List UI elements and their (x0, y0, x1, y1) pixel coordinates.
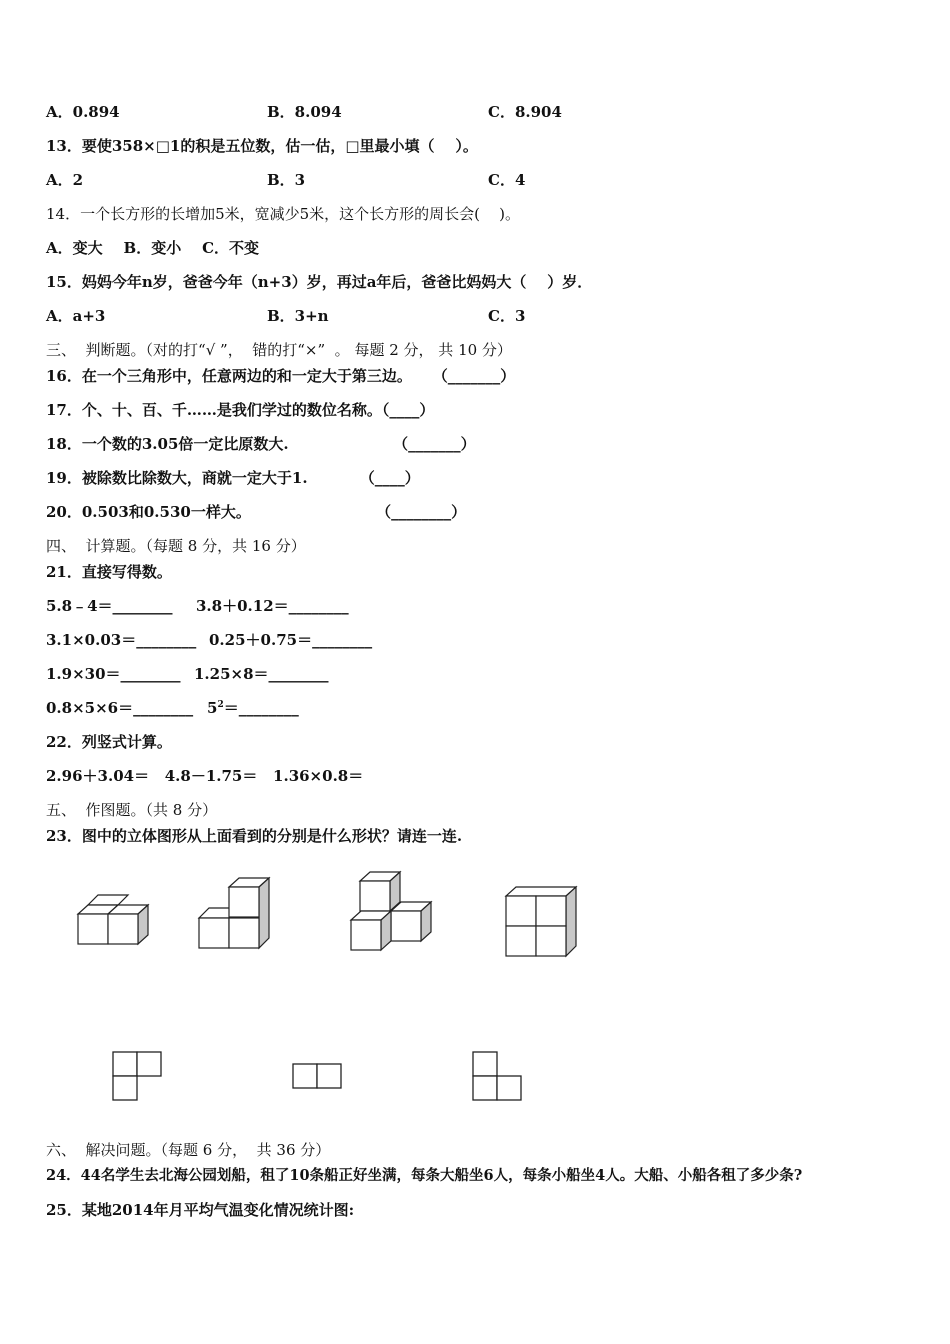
top-view-1 (113, 1052, 161, 1100)
q12-option-b: B．8.094 (267, 103, 342, 121)
calc-2a: 3.1×0.03＝________ (46, 631, 197, 649)
calc-1a: 5.8﹣4＝________ (46, 597, 173, 615)
solid-figure-2 (199, 878, 269, 948)
q25: 25．某地2014年月平均气温变化情况统计图: (46, 1201, 355, 1219)
q19: 19．被除数比除数大，商就一定大于1. （____） (46, 469, 420, 487)
calc-2b: 0.25＋0.75＝________ (209, 631, 373, 649)
q17: 17．个、十、百、千……是我们学过的数位名称。（____） (46, 401, 435, 419)
section4-heading: 四、 计算题。（每题 8 分，共 16 分） (46, 537, 306, 555)
q22-items: 2.96＋3.04＝ 4.8－1.75＝ 1.36×0.8＝ (46, 767, 364, 785)
section3-heading: 三、 判断题。（对的打“√ ”， 错的打“×” 。 每题 2 分， 共 10 分） (46, 341, 512, 359)
q14-question: 14．一个长方形的长增加5米，宽减少5米，这个长方形的周长会( )。 (46, 205, 520, 223)
q18: 18．一个数的3.05倍一定比原数大. （_______） (46, 435, 476, 453)
q16: 16．在一个三角形中，任意两边的和一定大于第三边。 （_______） (46, 367, 516, 385)
q21: 21．直接写得数。 (46, 563, 172, 581)
q13-option-c: C．4 (488, 171, 526, 189)
q13-option-a: A．2 (46, 171, 84, 189)
top-view-3 (473, 1052, 521, 1100)
q12-option-a: A．0.894 (46, 103, 120, 121)
calc-4b-exponent: 2 (217, 700, 224, 710)
q24: 24．44名学生去北海公园划船，租了10条船正好坐满，每条大船坐6人，每条小船坐4人。大船、小船各租了多少条? (46, 1167, 803, 1184)
q20: 20．0.503和0.530一样大。 （________） (46, 503, 467, 521)
solid-figure-4 (506, 887, 576, 956)
solid-figure-3 (351, 872, 431, 950)
q13-option-b: B．3 (267, 171, 306, 189)
q12-option-c: C．8.904 (488, 103, 562, 121)
top-view-2 (293, 1064, 341, 1088)
solid-figure-1 (78, 895, 148, 944)
q15-option-a: A．a+3 (46, 307, 106, 325)
calc-3a: 1.9×30＝________ (46, 665, 181, 683)
calc-4a: 0.8×5×6＝________ (46, 699, 194, 717)
q13-question: 13．要使358×□1的积是五位数，估一估，□里最小填（ ）。 (46, 137, 478, 155)
q15-option-b: B．3+n (267, 307, 329, 325)
calc-4b-base: 5 (207, 699, 218, 717)
q14-options: A．变大 B．变小 C．不变 (46, 239, 260, 257)
section6-heading: 六、 解决问题。（每题 6 分， 共 36 分） (46, 1141, 331, 1159)
calc-3b: 1.25×8＝________ (194, 665, 329, 683)
q15-question: 15．妈妈今年n岁，爸爸今年（n+3）岁，再过a年后，爸爸比妈妈大（ ）岁． (46, 273, 593, 291)
section5-heading: 五、 作图题。（共 8 分） (46, 801, 218, 819)
q22: 22．列竖式计算。 (46, 733, 172, 751)
calc-1b: 3.8＋0.12＝________ (196, 597, 349, 615)
q23: 23．图中的立体图形从上面看到的分别是什么形状？请连一连. (46, 827, 463, 845)
calc-4b-blank: ＝________ (223, 699, 299, 717)
q15-option-c: C．3 (488, 307, 526, 325)
